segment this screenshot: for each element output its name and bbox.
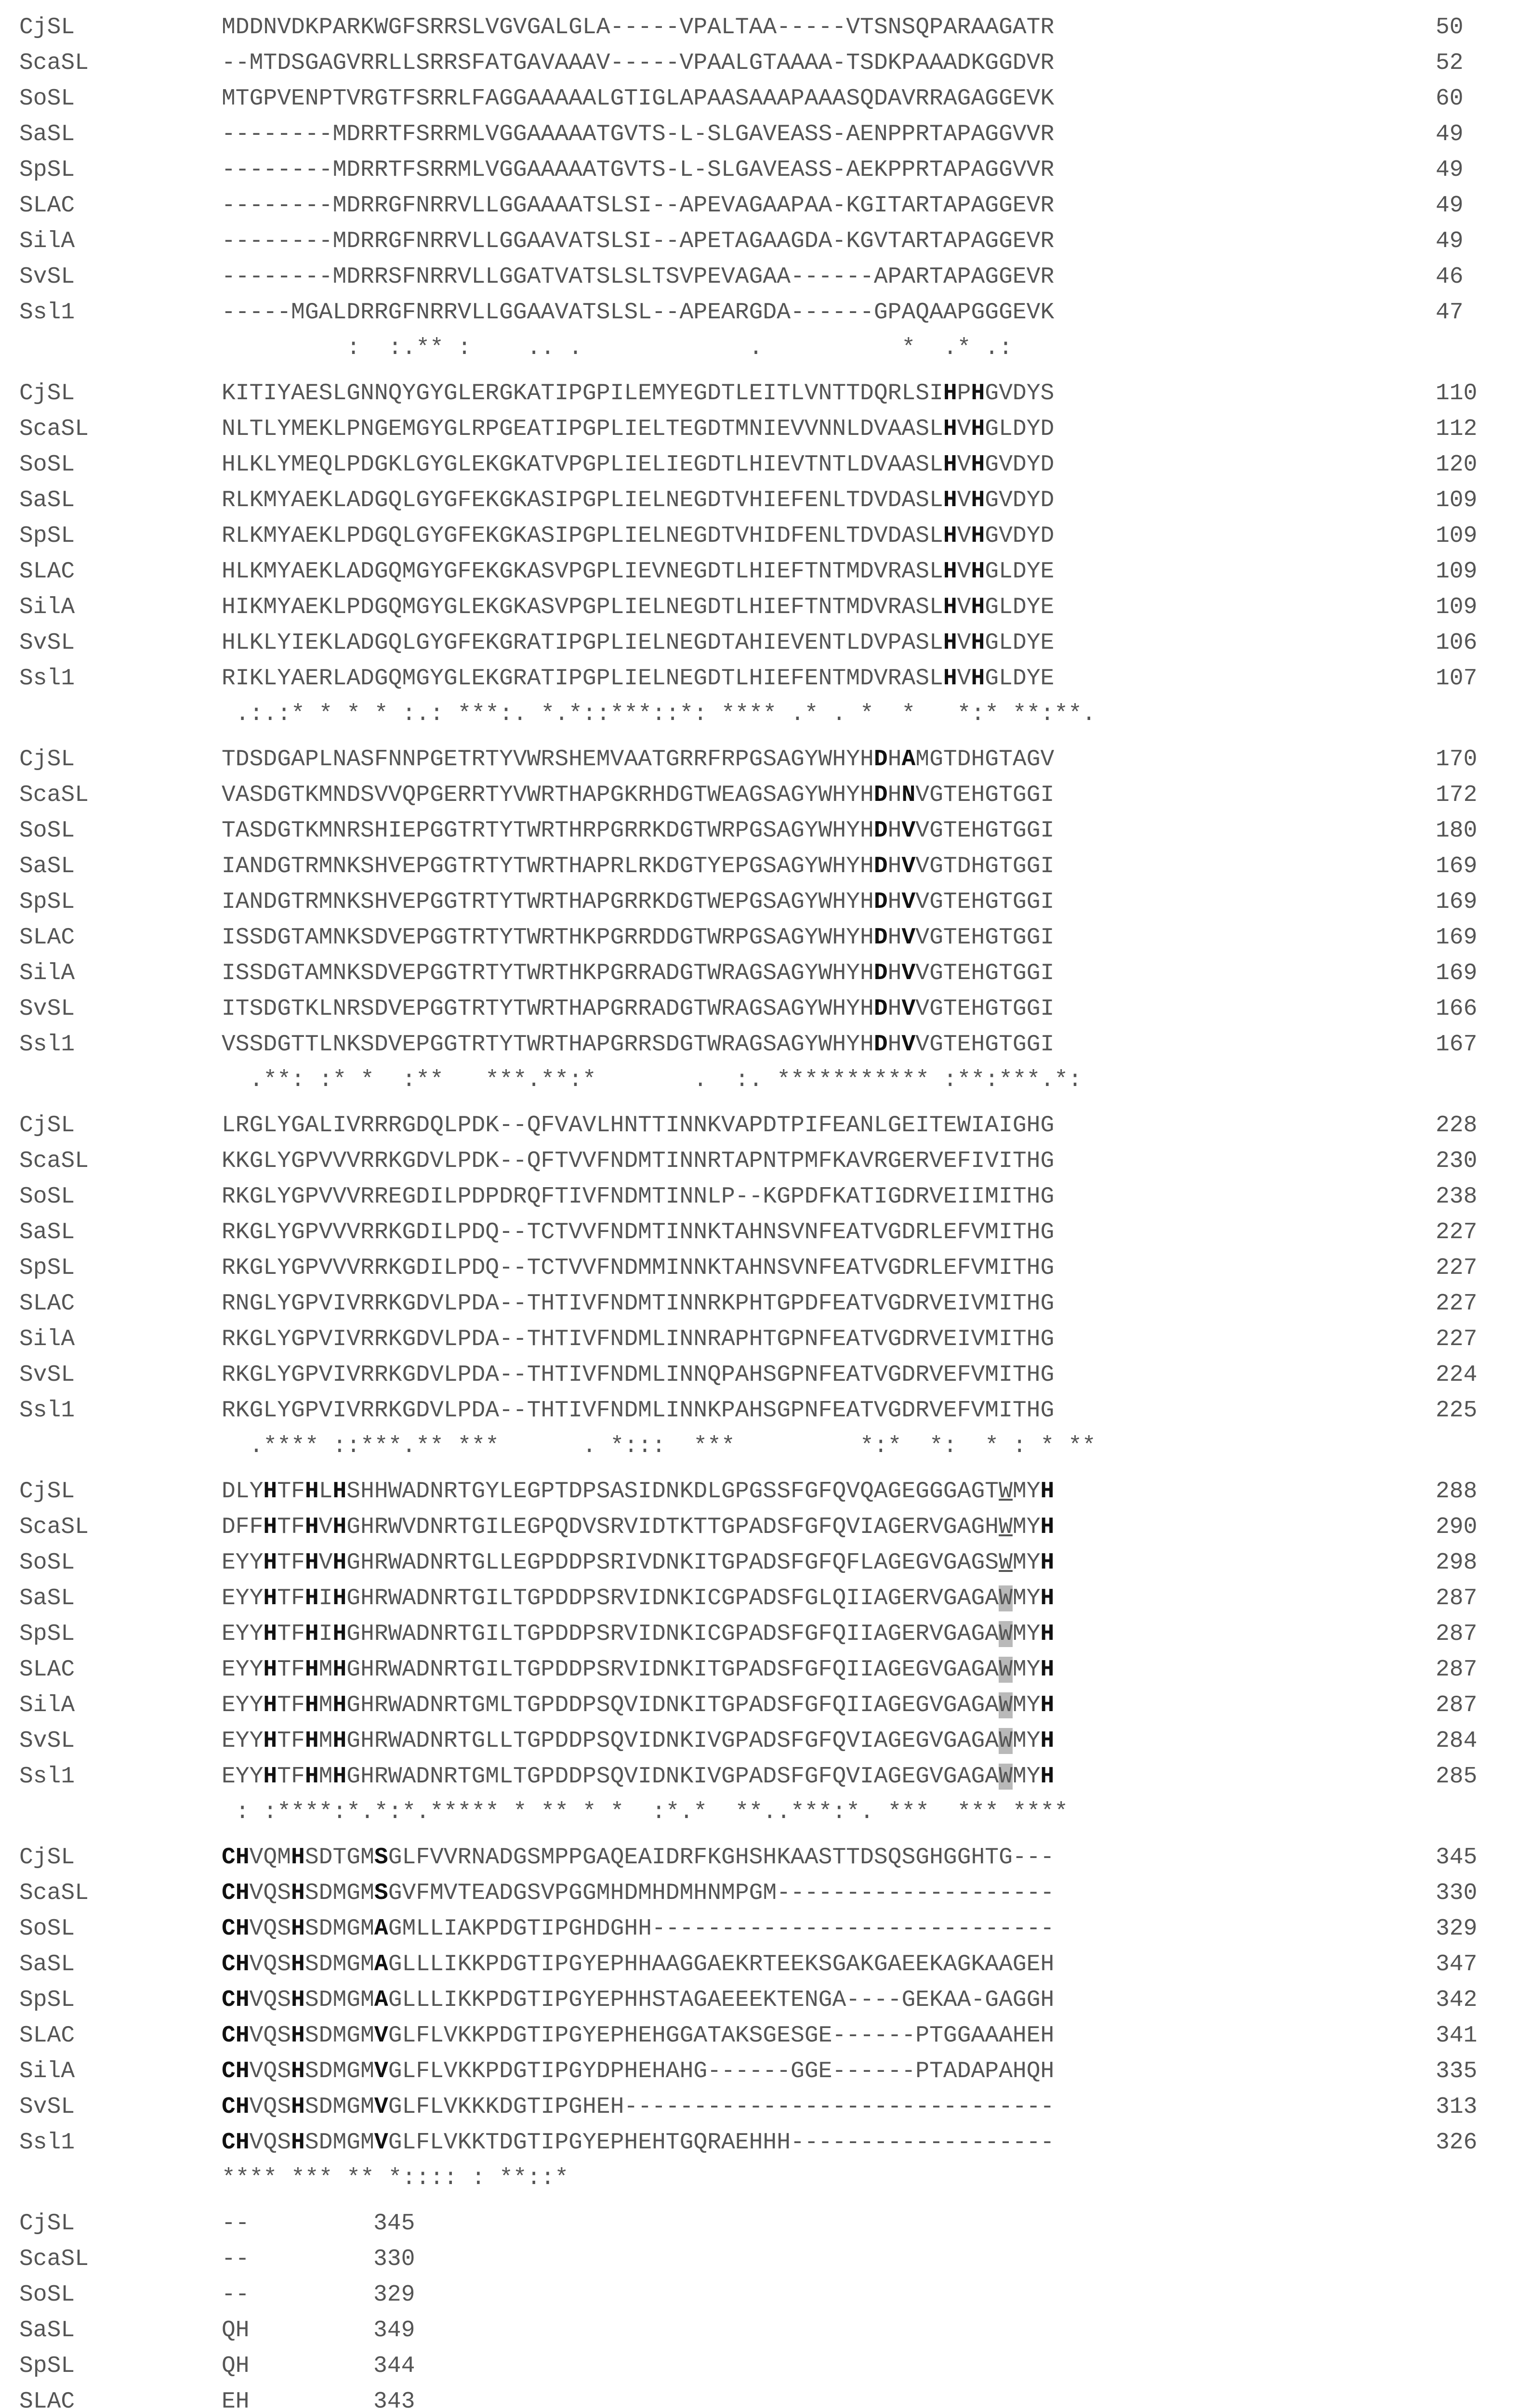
sequence-name: SLAC	[19, 1291, 75, 1317]
sequence-residues: TASDGTKMNRSHIEPGGTRTYTWRTHRPGRRKDGTWRPGSAGYWHYHDHVVGTEHGTGGI	[222, 818, 1055, 844]
sequence-residues: -----MGALDRRGFNRRVLLGGAAVATSLSL--APEARGDA------GPAQAAPGGGEVK	[222, 300, 1055, 326]
sequence-name: SpSL	[19, 1621, 75, 1647]
residue-count: 230	[1436, 1148, 1478, 1174]
sequence-residues: --------MDRRTFSRRMLVGGAAAAATGVTS-L-SLGAVEASS-AENPPRTAPAGGVVR	[222, 121, 1055, 147]
sequence-name: SoSL	[19, 818, 75, 844]
sequence-residues: EYYHTFHMHGHRWADNRTGMLTGPDDPSQVIDNKITGPADSFGFQIIAGEGVGAGAWMYH	[222, 1692, 1055, 1718]
sequence-name: SvSL	[19, 996, 75, 1022]
sequence-name: SpSL	[19, 157, 75, 183]
sequence-name: SLAC	[19, 193, 75, 219]
sequence-residues: RKGLYGPVVVRRKGDILPDQ--TCTVVFNDMTINNKTAHNSVNFEATVGDRLEFVMITHG	[222, 1219, 1055, 1245]
alignment-block	[0, 376, 1518, 732]
sequence-row	[0, 1652, 1518, 1688]
residue-count: 285	[1436, 1764, 1478, 1790]
alignment-block	[0, 10, 1518, 366]
sequence-row	[0, 955, 1518, 991]
sequence-name: CjSL	[19, 1845, 75, 1871]
sequence-row	[0, 2206, 1518, 2241]
sequence-row	[0, 10, 1518, 45]
sequence-name: SoSL	[19, 2282, 75, 2308]
residue-count: 169	[1436, 853, 1478, 879]
sequence-name: CjSL	[19, 14, 75, 40]
residue-count: 47	[1436, 300, 1464, 326]
consensus-row	[0, 1062, 1518, 1098]
sequence-name: SilA	[19, 960, 75, 986]
sequence-row	[0, 447, 1518, 483]
sequence-row	[0, 81, 1518, 117]
sequence-residues: --	[222, 2211, 250, 2237]
sequence-name: Ssl1	[19, 1764, 75, 1790]
sequence-residues: --------MDRRGFNRRVLLGGAAAATSLSI--APEVAGAAPAA-KGITARTAPAGGEVR	[222, 193, 1055, 219]
sequence-row	[0, 1982, 1518, 2018]
sequence-residues: CHVQSHSDMGMVGLFLVKKPDGTIPGYEPHEHGGATAKSGESGE------PTGGAAAHEH	[222, 2023, 1055, 2049]
consensus-symbols: : :.** : .. . . * .* .:	[222, 335, 1013, 361]
sequence-name: Ssl1	[19, 1398, 75, 1424]
sequence-row	[0, 411, 1518, 447]
residue-count: 120	[1436, 452, 1478, 478]
sequence-residues: --MTDSGAGVRRLLSRRSFATGAVAAAV-----VPAALGTAAAA-TSDKPAAADKGGDVR	[222, 50, 1055, 76]
residue-count: 109	[1436, 559, 1478, 585]
consensus-row	[0, 2160, 1518, 2196]
residue-count: 109	[1436, 594, 1478, 620]
consensus-row	[0, 330, 1518, 366]
consensus-row	[0, 1794, 1518, 1830]
residue-count: 172	[1436, 782, 1478, 808]
residue-count: 180	[1436, 818, 1478, 844]
sequence-row	[0, 1286, 1518, 1322]
residue-count: 228	[1436, 1112, 1478, 1139]
residue-count: 50	[1436, 14, 1464, 40]
sequence-residues: MTGPVENPTVRGTFSRRLFAGGAAAAALGTIGLAPAASAAAPAAASQDAVRRAGAGGEVK	[222, 86, 1055, 112]
sequence-residues: KITIYAESLGNNQYGYGLERGKATIPGPILEMYEGDTLEITLVNTTDQRLSIHPHGVDYS	[222, 380, 1055, 406]
sequence-residues: DFFHTFHVHGHRWVDNRTGILEGPQDVSRVIDTKTTGPADSFGFQVIAGERVGAGHWMYH	[222, 1514, 1055, 1540]
sequence-name: SaSL	[19, 1219, 75, 1245]
residue-count: 284	[1436, 1728, 1478, 1754]
sequence-residues: --------MDRRTFSRRMLVGGAAAAATGVTS-L-SLGAVEASS-AEKPPRTAPAGGVVR	[222, 157, 1055, 183]
sequence-name: SpSL	[19, 2353, 75, 2379]
sequence-residues: VASDGTKMNDSVVQPGERRTYVWRTHAPGKRHDGTWEAGSAGYWHYHDHNVGTEHGTGGI	[222, 782, 1055, 808]
sequence-name: SLAC	[19, 2389, 75, 2408]
sequence-row	[0, 1759, 1518, 1794]
sequence-residues: RKGLYGPVIVRRKGDVLPDA--THTIVFNDMLINNQPAHSGPNFEATVGDRVEFVMITHG	[222, 1362, 1055, 1388]
sequence-residues: HLKMYAEKLADGQMGYGFEKGKASVPGPLIEVNEGDTLHIEFTNTMDVRASLHVHGLDYE	[222, 559, 1055, 585]
sequence-row	[0, 376, 1518, 411]
sequence-row	[0, 1474, 1518, 1509]
sequence-row	[0, 813, 1518, 849]
residue-count: 329	[1436, 1916, 1478, 1942]
consensus-symbols: : :****:*.*:*.***** * ** * * :*.* **..***:*. *** *** ****	[222, 1799, 1069, 1825]
sequence-residues: RNGLYGPVIVRRKGDVLPDA--THTIVFNDMTINNRKPHTGPDFEATVGDRVEIVMITHG	[222, 1291, 1055, 1317]
sequence-name: SvSL	[19, 1362, 75, 1388]
sequence-name: Ssl1	[19, 1032, 75, 1058]
sequence-row	[0, 2241, 1518, 2277]
sequence-name: ScaSL	[19, 50, 89, 76]
sequence-name: SaSL	[19, 487, 75, 513]
alignment-block	[0, 1474, 1518, 1830]
sequence-residues: CHVQSHSDMGMAGMLLIAKPDGTIPGHDGHH-----------------------------	[222, 1916, 1055, 1942]
sequence-name: SLAC	[19, 1657, 75, 1683]
sequence-name: SilA	[19, 1326, 75, 1352]
sequence-row	[0, 45, 1518, 81]
sequence-row	[0, 661, 1518, 696]
sequence-residues: RLKMYAEKLPDGQLGYGFEKGKASIPGPLIELNEGDTVHIDFENLTDVDASLHVHGVDYD	[222, 523, 1055, 549]
sequence-name: SaSL	[19, 1585, 75, 1611]
sequence-row	[0, 1545, 1518, 1581]
sequence-name: CjSL	[19, 380, 75, 406]
sequence-residues: CHVQSHSDMGMVGLFLVKKPDGTIPGYDPHEHAHG------GGE------PTADAPAHQH	[222, 2058, 1055, 2084]
residue-count: 313	[1436, 2094, 1478, 2120]
consensus-symbols: **** *** ** *:::: : **::*	[222, 2165, 569, 2191]
sequence-name: SLAC	[19, 2023, 75, 2049]
sequence-name: SoSL	[19, 452, 75, 478]
residue-count: 329	[373, 2282, 415, 2308]
sequence-row	[0, 2384, 1518, 2408]
sequence-name: SaSL	[19, 121, 75, 147]
residue-count: 109	[1436, 487, 1478, 513]
sequence-name: SpSL	[19, 523, 75, 549]
consensus-symbols: .**: :* * :** ***.**:* . :. *********** :**:***.*:	[222, 1067, 1082, 1093]
residue-count: 112	[1436, 416, 1478, 442]
sequence-row	[0, 1911, 1518, 1947]
sequence-residues: EYYHTFHMHGHRWADNRTGMLTGPDDPSQVIDNKIVGPADSFGFQVIAGEGVGAGAWMYH	[222, 1764, 1055, 1790]
sequence-name: CjSL	[19, 1112, 75, 1139]
residue-count: 107	[1436, 666, 1478, 692]
residue-count: 287	[1436, 1692, 1478, 1718]
sequence-name: SaSL	[19, 853, 75, 879]
sequence-residues: --	[222, 2282, 250, 2308]
sequence-name: SaSL	[19, 2317, 75, 2343]
residue-count: 288	[1436, 1479, 1478, 1505]
sequence-residues: CHVQSHSDMGMAGLLLIKKPDGTIPGYEPHHSTAGAEEEKTENGA----GEKAA-GAGGH	[222, 1987, 1055, 2013]
sequence-name: ScaSL	[19, 1148, 89, 1174]
residue-count: 106	[1436, 630, 1478, 656]
residue-count: 60	[1436, 86, 1464, 112]
sequence-name: CjSL	[19, 2211, 75, 2237]
sequence-row	[0, 1027, 1518, 1062]
residue-count: 238	[1436, 1184, 1478, 1210]
sequence-row	[0, 2089, 1518, 2125]
residue-count: 287	[1436, 1585, 1478, 1611]
sequence-residues: CHVQSHSDMGMSGVFMVTEADGSVPGGMHDMHDMHNMPGM--------------------	[222, 1880, 1055, 1906]
sequence-residues: EYYHTFHIHGHRWADNRTGILTGPDDPSRVIDNKICGPADSFGLQIIAGERVGAGAWMYH	[222, 1585, 1055, 1611]
residue-count: 345	[373, 2211, 415, 2237]
residue-count: 169	[1436, 960, 1478, 986]
sequence-residues: CHVQSHSDMGMAGLLLIKKPDGTIPGYEPHHAAGGAEKRTEEKSGAKGAEEKAGKAAGEH	[222, 1951, 1055, 1977]
residue-count: 167	[1436, 1032, 1478, 1058]
sequence-name: SoSL	[19, 1550, 75, 1576]
sequence-name: SpSL	[19, 889, 75, 915]
sequence-row	[0, 518, 1518, 554]
sequence-name: ScaSL	[19, 2246, 89, 2272]
sequence-name: SvSL	[19, 2094, 75, 2120]
residue-count: 330	[1436, 1880, 1478, 1906]
sequence-row	[0, 1143, 1518, 1179]
sequence-residues: DLYHTFHLHSHHWADNRTGYLEGPTDPSASIDNKDLGPGSSFGFQVQAGEGGGAGTWMYH	[222, 1479, 1055, 1505]
sequence-name: Ssl1	[19, 300, 75, 326]
consensus-row	[0, 696, 1518, 732]
sequence-row	[0, 259, 1518, 295]
sequence-name: SilA	[19, 1692, 75, 1718]
sequence-residues: EYYHTFHMHGHRWADNRTGLLTGPDDPSQVIDNKIVGPADSFGFQVIAGEGVGAGAWMYH	[222, 1728, 1055, 1754]
sequence-name: Ssl1	[19, 2130, 75, 2156]
sequence-residues: NLTLYMEKLPNGEMGYGLRPGEATIPGPLIELTEGDTMNIEVVNNLDVAASLHVHGLDYD	[222, 416, 1055, 442]
sequence-residues: HLKLYMEQLPDGKLGYGLEKGKATVPGPLIELIEGDTLHIEVTNTLDVAASLHVHGVDYD	[222, 452, 1055, 478]
sequence-row	[0, 742, 1518, 777]
sequence-residues: IANDGTRMNKSHVEPGGTRTYTWRTHAPRLRKDGTYEPGSAGYWHYHDHVVGTDHGTGGI	[222, 853, 1055, 879]
sequence-residues: RKGLYGPVIVRRKGDVLPDA--THTIVFNDMLINNRAPHTGPNFEATVGDRVEIVMITHG	[222, 1326, 1055, 1352]
sequence-name: ScaSL	[19, 416, 89, 442]
residue-count: 46	[1436, 264, 1464, 290]
sequence-residues: VSSDGTTLNKSDVEPGGTRTYTWRTHAPGRRSDGTWRAGSAGYWHYHDHVVGTEHGTGGI	[222, 1032, 1055, 1058]
sequence-name: ScaSL	[19, 782, 89, 808]
sequence-row	[0, 1322, 1518, 1357]
residue-count: 227	[1436, 1326, 1478, 1352]
residue-count: 330	[373, 2246, 415, 2272]
sequence-row	[0, 554, 1518, 589]
sequence-residues: QH	[222, 2353, 250, 2379]
residue-count: 49	[1436, 228, 1464, 254]
sequence-row	[0, 589, 1518, 625]
sequence-residues: CHVQSHSDMGMVGLFLVKKKDGTIPGHEH-------------------------------	[222, 2094, 1055, 2120]
sequence-residues: IANDGTRMNKSHVEPGGTRTYTWRTHAPGRRKDGTWEPGSAGYWHYHDHVVGTEHGTGGI	[222, 889, 1055, 915]
residue-count: 326	[1436, 2130, 1478, 2156]
sequence-residues: EYYHTFHMHGHRWADNRTGILTGPDDPSRVIDNKITGPADSFGFQIIAGEGVGAGAWMYH	[222, 1657, 1055, 1683]
sequence-row	[0, 2313, 1518, 2348]
sequence-residues: EYYHTFHVHGHRWADNRTGLLEGPDDPSRIVDNKITGPADSFGFQFLAGEGVGAGSWMYH	[222, 1550, 1055, 1576]
sequence-row	[0, 625, 1518, 661]
sequence-row	[0, 2054, 1518, 2089]
residue-count: 49	[1436, 193, 1464, 219]
sequence-row	[0, 117, 1518, 152]
residue-count: 287	[1436, 1621, 1478, 1647]
residue-count: 298	[1436, 1550, 1478, 1576]
sequence-row	[0, 1616, 1518, 1652]
residue-count: 49	[1436, 121, 1464, 147]
alignment-block	[0, 1840, 1518, 2196]
sequence-row	[0, 2018, 1518, 2054]
sequence-row	[0, 152, 1518, 188]
sequence-name: SLAC	[19, 925, 75, 951]
sequence-residues: --------MDRRGFNRRVLLGGAAVATSLSI--APETAGAAGDA-KGVTARTAPAGGEVR	[222, 228, 1055, 254]
sequence-residues: TDSDGAPLNASFNNPGETRTYVWRSHEMVAATGRRFRPGSAGYWHYHDHAMGTDHGTAGV	[222, 746, 1055, 772]
residue-count: 227	[1436, 1255, 1478, 1281]
sequence-residues: RKGLYGPVVVRRKGDILPDQ--TCTVVFNDMMINNKTAHNSVNFEATVGDRLEFVMITHG	[222, 1255, 1055, 1281]
sequence-row	[0, 1509, 1518, 1545]
residue-count: 349	[373, 2317, 415, 2343]
sequence-residues: ITSDGTKLNRSDVEPGGTRTYTWRTHAPGRRADGTWRAGSAGYWHYHDHVVGTEHGTGGI	[222, 996, 1055, 1022]
sequence-name: CjSL	[19, 1479, 75, 1505]
consensus-row	[0, 1428, 1518, 1464]
sequence-name: CjSL	[19, 746, 75, 772]
sequence-residues: RLKMYAEKLADGQLGYGFEKGKASIPGPLIELNEGDTVHIEFENLTDVDASLHVHGVDYD	[222, 487, 1055, 513]
sequence-row	[0, 1215, 1518, 1250]
sequence-row	[0, 1581, 1518, 1616]
residue-count: 166	[1436, 996, 1478, 1022]
residue-count: 110	[1436, 380, 1478, 406]
sequence-residues: HIKMYAEKLPDGQMGYGLEKGKASVPGPLIELNEGDTLHIEFTNTMDVRASLHVHGLDYE	[222, 594, 1055, 620]
residue-count: 344	[373, 2353, 415, 2379]
sequence-row	[0, 1357, 1518, 1393]
sequence-row	[0, 223, 1518, 259]
residue-count: 109	[1436, 523, 1478, 549]
sequence-residues: QH	[222, 2317, 250, 2343]
sequence-residues: CHVQSHSDMGMVGLFLVKKTDGTIPGYEPHEHTGQRAEHHH-------------------	[222, 2130, 1055, 2156]
sequence-row	[0, 295, 1518, 330]
sequence-row	[0, 2348, 1518, 2384]
residue-count: 52	[1436, 50, 1464, 76]
sequence-row	[0, 777, 1518, 813]
sequence-residues: ISSDGTAMNKSDVEPGGTRTYTWRTHKPGRRADGTWRAGSAGYWHYHDHVVGTEHGTGGI	[222, 960, 1055, 986]
residue-count: 343	[373, 2389, 415, 2408]
residue-count: 224	[1436, 1362, 1478, 1388]
sequence-name: SilA	[19, 228, 75, 254]
residue-count: 169	[1436, 925, 1478, 951]
sequence-row	[0, 1840, 1518, 1875]
sequence-residues: MDDNVDKPARKWGFSRRSLVGVGALGLA-----VPALTAA-----VTSNSQPARAAGATR	[222, 14, 1055, 40]
sequence-residues: RKGLYGPVIVRRKGDVLPDA--THTIVFNDMLINNKPAHSGPNFEATVGDRVEFVMITHG	[222, 1398, 1055, 1424]
sequence-name: SoSL	[19, 1184, 75, 1210]
sequence-residues: ISSDGTAMNKSDVEPGGTRTYTWRTHKPGRRDDGTWRPGSAGYWHYHDHVVGTEHGTGGI	[222, 925, 1055, 951]
sequence-residues: CHVQMHSDTGMSGLFVVRNADGSMPPGAQEAIDRFKGHSHKAASTTDSQSGHGGHTG---	[222, 1845, 1055, 1871]
residue-count: 345	[1436, 1845, 1478, 1871]
sequence-residues: --------MDRRSFNRRVLLGGATVATSLSLTSVPEVAGAA------APARTAPAGGEVR	[222, 264, 1055, 290]
sequence-name: SilA	[19, 2058, 75, 2084]
sequence-name: SLAC	[19, 559, 75, 585]
sequence-name: Ssl1	[19, 666, 75, 692]
alignment-block	[0, 1108, 1518, 1464]
sequence-name: SvSL	[19, 630, 75, 656]
sequence-row	[0, 2125, 1518, 2160]
residue-count: 290	[1436, 1514, 1478, 1540]
sequence-name: SilA	[19, 594, 75, 620]
sequence-row	[0, 991, 1518, 1027]
residue-count: 287	[1436, 1657, 1478, 1683]
consensus-symbols: .**** ::***.** *** . *::: *** *:* *: * : * **	[222, 1433, 1096, 1459]
sequence-residues: HLKLYIEKLADGQLGYGFEKGRATIPGPLIELNEGDTAHIEVENTLDVPASLHVHGLDYE	[222, 630, 1055, 656]
residue-count: 341	[1436, 2023, 1478, 2049]
sequence-row	[0, 1947, 1518, 1982]
residue-count: 342	[1436, 1987, 1478, 2013]
consensus-symbols: .:.:* * * * :.: ***:. *.*::***::*: **** .* . * * *:* **:**.	[222, 701, 1096, 727]
sequence-residues: EYYHTFHIHGHRWADNRTGILTGPDDPSRVIDNKICGPADSFGFQIIAGERVGAGAWMYH	[222, 1621, 1055, 1647]
sequence-name: ScaSL	[19, 1880, 89, 1906]
sequence-row	[0, 1875, 1518, 1911]
residue-count: 170	[1436, 746, 1478, 772]
sequence-row	[0, 1108, 1518, 1143]
sequence-row	[0, 188, 1518, 223]
sequence-row	[0, 483, 1518, 518]
sequence-name: SvSL	[19, 1728, 75, 1754]
sequence-row	[0, 2277, 1518, 2313]
sequence-residues: KKGLYGPVVVRRKGDVLPDK--QFTVVFNDMTINNRTAPNTPMFKAVRGERVEFIVITHG	[222, 1148, 1055, 1174]
residue-count: 225	[1436, 1398, 1478, 1424]
sequence-name: SoSL	[19, 1916, 75, 1942]
sequence-residues: LRGLYGALIVRRRGDQLPDK--QFVAVLHNTTINNKVAPDTPIFEANLGEITEWIAIGHG	[222, 1112, 1055, 1139]
sequence-name: ScaSL	[19, 1514, 89, 1540]
residue-count: 227	[1436, 1219, 1478, 1245]
residue-count: 335	[1436, 2058, 1478, 2084]
sequence-name: SpSL	[19, 1987, 75, 2013]
alignment-block	[0, 2206, 1518, 2408]
sequence-name: SoSL	[19, 86, 75, 112]
sequence-residues: --	[222, 2246, 250, 2272]
sequence-row	[0, 1393, 1518, 1428]
sequence-name: SvSL	[19, 264, 75, 290]
sequence-row	[0, 1250, 1518, 1286]
sequence-row	[0, 849, 1518, 884]
sequence-residues: RKGLYGPVVVRREGDILPDPDRQFTIVFNDMTINNLP--KGPDFKATIGDRVEIIMITHG	[222, 1184, 1055, 1210]
residue-count: 227	[1436, 1291, 1478, 1317]
sequence-residues: EH	[222, 2389, 250, 2408]
sequence-row	[0, 884, 1518, 920]
residue-count: 169	[1436, 889, 1478, 915]
sequence-row	[0, 1688, 1518, 1723]
sequence-row	[0, 1723, 1518, 1759]
sequence-row	[0, 920, 1518, 955]
residue-count: 49	[1436, 157, 1464, 183]
sequence-row	[0, 1179, 1518, 1215]
residue-count: 347	[1436, 1951, 1478, 1977]
sequence-name: SaSL	[19, 1951, 75, 1977]
sequence-name: SpSL	[19, 1255, 75, 1281]
sequence-residues: RIKLYAERLADGQMGYGLEKGRATIPGPLIELNEGDTLHIEFENTMDVRASLHVHGLDYE	[222, 666, 1055, 692]
alignment-block	[0, 742, 1518, 1098]
